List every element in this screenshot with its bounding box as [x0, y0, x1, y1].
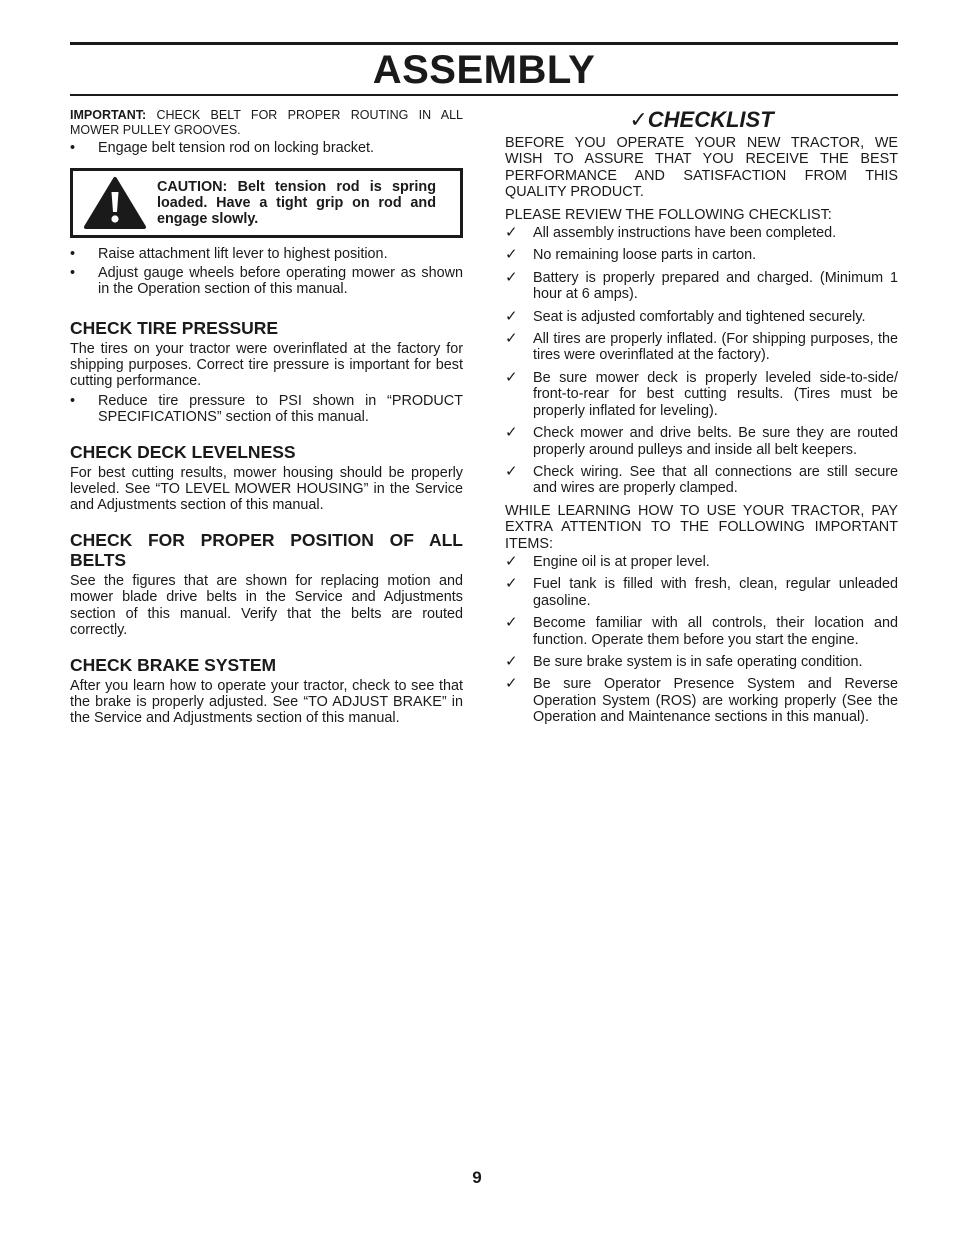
checklist-intro: BEFORE YOU OPERATE YOUR NEW TRACTOR, WE WISH TO ASSURE THAT YOU RECEIVE THE BEST PERFORMANCE AND SATISFACTION FROM THIS QUALITY PRODUCT.	[505, 135, 898, 201]
checklist-item	[505, 654, 898, 670]
check-mark-icon: ✓	[505, 424, 518, 442]
bullet-mark: •	[70, 392, 76, 409]
checklist-item-text: Check wiring. See that all connections are still secure and wires are properly clamped.	[533, 463, 898, 497]
check-mark-icon: ✓	[505, 224, 518, 242]
checklist-item-text: Become familiar with all controls, their location and function. Operate them before you start the engine.	[533, 615, 898, 648]
list-item-text: Engage belt tension rod on locking bracket.	[98, 140, 375, 156]
checklist-item-text: Check mower and drive belts. Be sure they are routed properly around pulleys and inside all belt keepers.	[533, 425, 898, 458]
section-body-tire-pressure: The tires on your tractor were overinflated at the factory for shipping purposes. Correct tire pressure is important for best cutting performance.	[70, 340, 463, 390]
section-body-brake-system: After you learn how to operate your tractor, check to see that the brake is properly adjusted. See “TO ADJUST BRAKE” in the Service and Adjustments section of this manual.	[70, 677, 463, 727]
checklist-item-text: Fuel tank is filled with fresh, clean, regular unleaded gasoline.	[533, 576, 898, 609]
checklist-item	[505, 554, 898, 570]
checklist-item-text: Be sure brake system is in safe operating condition.	[533, 653, 863, 670]
caution-text: CAUTION: Belt tension rod is spring loaded. Have a tight grip on rod and engage slowly.	[157, 179, 436, 228]
checklist-item	[505, 331, 898, 364]
checklist-item	[505, 225, 898, 241]
important-note	[70, 108, 463, 137]
checklist-item	[505, 615, 898, 648]
list-item-text: Raise attachment lift lever to highest position.	[98, 246, 388, 263]
list-item	[70, 246, 463, 262]
bullet-mark: •	[70, 140, 76, 156]
page-number: 9	[472, 1168, 482, 1187]
review-heading: PLEASE REVIEW THE FOLLOWING CHECKLIST:	[505, 206, 832, 223]
important-label: IMPORTANT:	[70, 108, 147, 122]
list-item-text: Reduce tire pressure to PSI shown in “PRODUCT SPECIFICATIONS” section of this manual.	[98, 392, 463, 426]
checklist-item	[505, 270, 898, 303]
checklist-item	[505, 247, 898, 263]
left-column	[70, 108, 463, 727]
checklist-title: ✓CHECKLIST	[629, 107, 774, 132]
section-heading-brake-system: CHECK BRAKE SYSTEM	[70, 654, 277, 675]
check-mark-icon: ✓	[505, 330, 518, 348]
section-heading-deck-levelness: CHECK DECK LEVELNESS	[70, 441, 296, 462]
checklist-item	[505, 309, 898, 325]
section-heading-tire-pressure: CHECK TIRE PRESSURE	[70, 317, 279, 338]
bullet-mark: •	[70, 264, 76, 281]
checklist-item-text: Engine oil is at proper level.	[533, 553, 710, 570]
checklist-item-text: All assembly instructions have been completed.	[533, 225, 837, 242]
important-text: CHECK BELT FOR PROPER ROUTING IN ALL MOWER PULLEY GROOVES.	[70, 108, 463, 137]
learning-heading: WHILE LEARNING HOW TO USE YOUR TRACTOR, PAY EXTRA ATTENTION TO THE FOLLOWING IMPORTANT ITEMS:	[505, 502, 898, 552]
check-mark-icon: ✓	[505, 368, 518, 386]
section-body-belts: See the figures that are shown for replacing motion and mower blade drive belts in the Service and Adjustments section of this manual. Verify that the belts are routed correctly.	[70, 572, 463, 639]
check-mark-icon: ✓	[505, 614, 518, 632]
checklist-item	[505, 576, 898, 609]
check-mark-icon: ✓	[505, 675, 518, 693]
check-mark-icon: ✓	[505, 462, 518, 480]
checklist-item-text: No remaining loose parts in carton.	[533, 247, 757, 264]
list-item	[70, 140, 463, 156]
page-title: ASSEMBLY	[372, 48, 596, 92]
caution-box	[70, 168, 463, 238]
checklist-item	[505, 464, 898, 497]
section-body-deck-levelness: For best cutting results, mower housing should be properly leveled. See “TO LEVEL MOWER HOUSING” in the Service and Adjustments section of this manual.	[70, 464, 463, 514]
check-mark-icon: ✓	[505, 268, 518, 286]
header-rule-bottom	[70, 94, 898, 96]
checklist-item	[505, 425, 898, 458]
section-heading-belts: CHECK FOR PROPER POSITION OF ALL BELTS	[70, 529, 463, 570]
warning-triangle-icon	[83, 176, 147, 230]
checklist-item-text: Battery is properly prepared and charged. (Minimum 1 hour at 6 amps).	[533, 269, 898, 303]
bullet-mark: •	[70, 246, 76, 263]
checklist-item-text: All tires are properly inflated. (For shipping purposes, the tires were overinflated at the factory).	[533, 331, 898, 364]
list-item	[70, 393, 463, 426]
check-mark-icon: ✓	[505, 307, 518, 325]
checklist-item	[505, 676, 898, 725]
checklist-item	[505, 370, 898, 419]
list-item-text: Adjust gauge wheels before operating mower as shown in the Operation section of this manual.	[98, 264, 463, 298]
check-mark-icon: ✓	[505, 552, 518, 570]
list-item	[70, 265, 463, 298]
check-mark-icon: ✓	[505, 652, 518, 670]
check-mark-icon: ✓	[505, 246, 518, 264]
checklist	[505, 225, 898, 497]
header-rule-top	[70, 42, 898, 45]
learning-checklist	[505, 554, 898, 726]
checklist-item-text: Seat is adjusted comfortably and tightened securely.	[533, 308, 866, 325]
checklist-item-text: Be sure Operator Presence System and Reverse Operation System (ROS) are working properly (See the Operation and Maintenance sections in this manual).	[533, 676, 898, 726]
checklist-item-text: Be sure mower deck is properly leveled side-to-side/ front-to-rear for best cutting results. (Tires must be properly inflated for leveling).	[533, 369, 898, 419]
right-column	[505, 108, 898, 726]
check-mark-icon: ✓	[505, 575, 518, 593]
